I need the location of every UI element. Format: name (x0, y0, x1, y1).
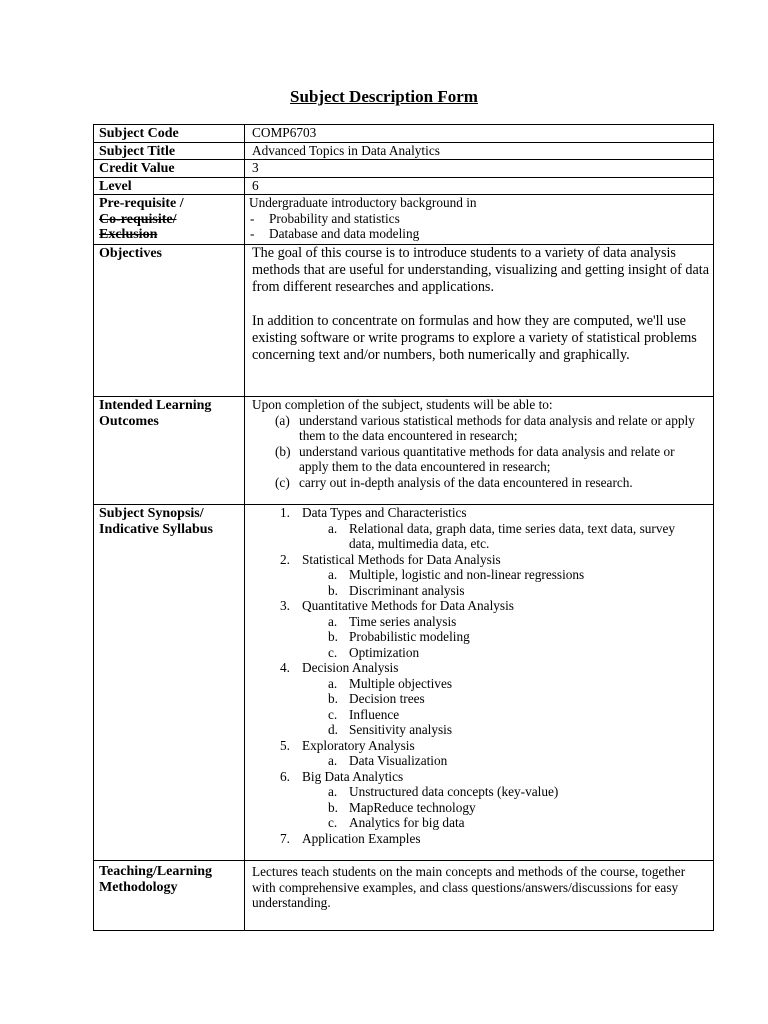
subtopic-text: Time series analysis (349, 613, 457, 629)
outcomes-list (252, 413, 703, 491)
list-item (252, 769, 701, 831)
topic-text: Quantitative Methods for Data Analysis (302, 598, 514, 613)
prerequisite-intro: Undergraduate introductory background in (249, 195, 477, 210)
subtopic-text: Probabilistic modeling (349, 629, 470, 644)
list-item (302, 815, 701, 831)
list-marker: b. (328, 799, 338, 815)
list-marker: (a) (275, 412, 290, 428)
subtopic-text: Multiple, logistic and non-linear regressions (349, 567, 585, 582)
label-teaching (94, 861, 245, 931)
value-credit-value: 3 (245, 160, 714, 178)
subtopic-text: Discriminant analysis (349, 582, 465, 598)
list-number: 4. (280, 660, 290, 675)
subtopic-list (302, 567, 701, 598)
list-marker: a. (328, 675, 338, 691)
row-teaching (94, 861, 714, 931)
value-subject-code: COMP6703 (245, 125, 714, 143)
list-marker: c. (328, 706, 338, 722)
outcomes-intro: Upon completion of the subject, students will be able to: (252, 397, 553, 412)
list-item (302, 614, 701, 630)
label-prerequisite (94, 195, 245, 245)
label-prerequisite-line-1: Pre-requisite / (99, 196, 184, 211)
label-syllabus-line-2: Indicative Syllabus (99, 521, 213, 537)
list-item (252, 660, 701, 738)
subtopic-text: Decision trees (349, 691, 425, 706)
syllabus-list (252, 505, 701, 846)
row-credit-value (94, 160, 714, 178)
subtopic-text: Influence (349, 706, 400, 722)
list-item (252, 738, 701, 769)
list-number: 1. (280, 505, 290, 520)
list-marker: b. (328, 582, 338, 598)
topic-text: Application Examples (302, 830, 421, 846)
label-outcomes (94, 397, 245, 505)
row-outcomes (94, 397, 714, 505)
list-item: - Database and data modeling (249, 226, 713, 242)
list-item (302, 691, 701, 707)
list-item (252, 831, 701, 847)
list-item: - Probability and statistics (249, 211, 713, 227)
list-marker: a. (328, 613, 338, 629)
label-objectives: Objectives (94, 245, 245, 397)
subtopic-text: Analytics for big data (349, 815, 465, 830)
subtopic-text: MapReduce technology (349, 799, 476, 815)
list-marker: a. (328, 520, 338, 536)
list-marker: c. (328, 815, 338, 830)
label-credit-value: Credit Value (94, 160, 245, 178)
outcome-text: understand various statistical methods for data analysis and relate or apply them to the data encountered in research; (299, 412, 695, 443)
list-item (302, 707, 701, 723)
list-item (302, 629, 701, 645)
list-item (302, 800, 701, 816)
list-item (252, 475, 703, 491)
outcome-text: understand various quantitative methods for data analysis and relate or apply them to the data encountered in research; (299, 443, 675, 474)
label-outcomes-line-2: Outcomes (99, 413, 159, 429)
list-item (302, 567, 701, 583)
list-item (302, 753, 701, 769)
label-syllabus-line-1: Subject Synopsis/ (99, 506, 204, 521)
list-number: 6. (280, 768, 290, 784)
list-marker: d. (328, 722, 338, 737)
value-subject-title: Advanced Topics in Data Analytics (245, 142, 714, 160)
subtopic-list (302, 614, 701, 661)
list-marker: (c) (275, 474, 290, 490)
subtopic-text: Data Visualization (349, 753, 448, 768)
subtopic-list (302, 753, 701, 769)
subtopic-text: Optimization (349, 644, 420, 660)
label-subject-title: Subject Title (94, 142, 245, 160)
list-marker: a. (328, 784, 338, 799)
page-title: Subject Description Form (290, 87, 478, 106)
list-marker: b. (328, 691, 338, 706)
row-objectives (94, 245, 714, 397)
label-corequisite: Co-requisite/ (99, 211, 177, 227)
list-item (302, 676, 701, 692)
value-objectives (245, 245, 714, 397)
label-exclusion: Exclusion (99, 227, 158, 242)
list-number: 5. (280, 737, 290, 753)
row-syllabus (94, 505, 714, 861)
label-teaching-line-2: Methodology (99, 879, 178, 895)
value-outcomes (245, 397, 714, 505)
list-number: 3. (280, 598, 290, 613)
list-item (252, 413, 703, 444)
row-prerequisite (94, 195, 714, 245)
list-marker: b. (328, 629, 338, 644)
subtopic-text: Sensitivity analysis (349, 722, 453, 737)
topic-text: Decision Analysis (302, 660, 399, 675)
subtopic-text: Unstructured data concepts (key-value) (349, 784, 559, 799)
list-item (302, 784, 701, 800)
topic-text: Data Types and Characteristics (302, 505, 467, 520)
subtopic-list (302, 784, 701, 831)
label-level: Level (94, 177, 245, 195)
list-item (302, 722, 701, 738)
objectives-paragraph-1: The goal of this course is to introduce students to a variety of data analysis methods that are useful for understanding, visualizing and getting insight of data from different researches and applications. (252, 245, 710, 295)
topic-text: Exploratory Analysis (302, 737, 415, 753)
value-syllabus (245, 505, 714, 861)
list-marker: (b) (275, 443, 291, 459)
subtopic-text: Relational data, graph data, time series data, text data, survey data, multimedia data, etc. (349, 520, 676, 551)
value-level: 6 (245, 177, 714, 195)
value-prerequisite (245, 195, 714, 245)
list-item (252, 598, 701, 660)
prerequisite-list (249, 211, 713, 242)
subject-form-table (93, 124, 714, 931)
list-item (302, 645, 701, 661)
list-item (302, 583, 701, 599)
label-subject-code: Subject Code (94, 125, 245, 143)
outcome-text: carry out in-depth analysis of the data encountered in research. (299, 474, 633, 490)
list-number: 7. (280, 830, 290, 846)
subtopic-list (302, 521, 701, 552)
list-item (252, 505, 701, 552)
topic-text: Big Data Analytics (302, 768, 404, 784)
list-marker: a. (328, 567, 338, 582)
row-subject-title (94, 142, 714, 160)
subtopic-list (302, 676, 701, 738)
list-item (252, 552, 701, 599)
list-number: 2. (280, 551, 290, 567)
label-teaching-line-1: Teaching/Learning (99, 864, 213, 879)
objectives-paragraph-2: In addition to concentrate on formulas and how they are computed, we'll use existing software or write programs to explore a variety of statistical problems concerning text and/or numbers, both numerically and graphically. (252, 313, 697, 363)
list-marker: a. (328, 753, 338, 768)
row-subject-code (94, 125, 714, 143)
value-teaching: Lectures teach students on the main concepts and methods of the course, together with comprehensive examples, and class questions/answers/discussions for easy understanding. (245, 861, 714, 931)
topic-text: Statistical Methods for Data Analysis (302, 551, 501, 567)
list-item (302, 521, 701, 552)
list-marker: c. (328, 644, 338, 660)
row-level (94, 177, 714, 195)
label-outcomes-line-1: Intended Learning (99, 398, 212, 413)
subtopic-text: Multiple objectives (349, 675, 453, 691)
list-item (252, 444, 703, 475)
label-syllabus (94, 505, 245, 861)
